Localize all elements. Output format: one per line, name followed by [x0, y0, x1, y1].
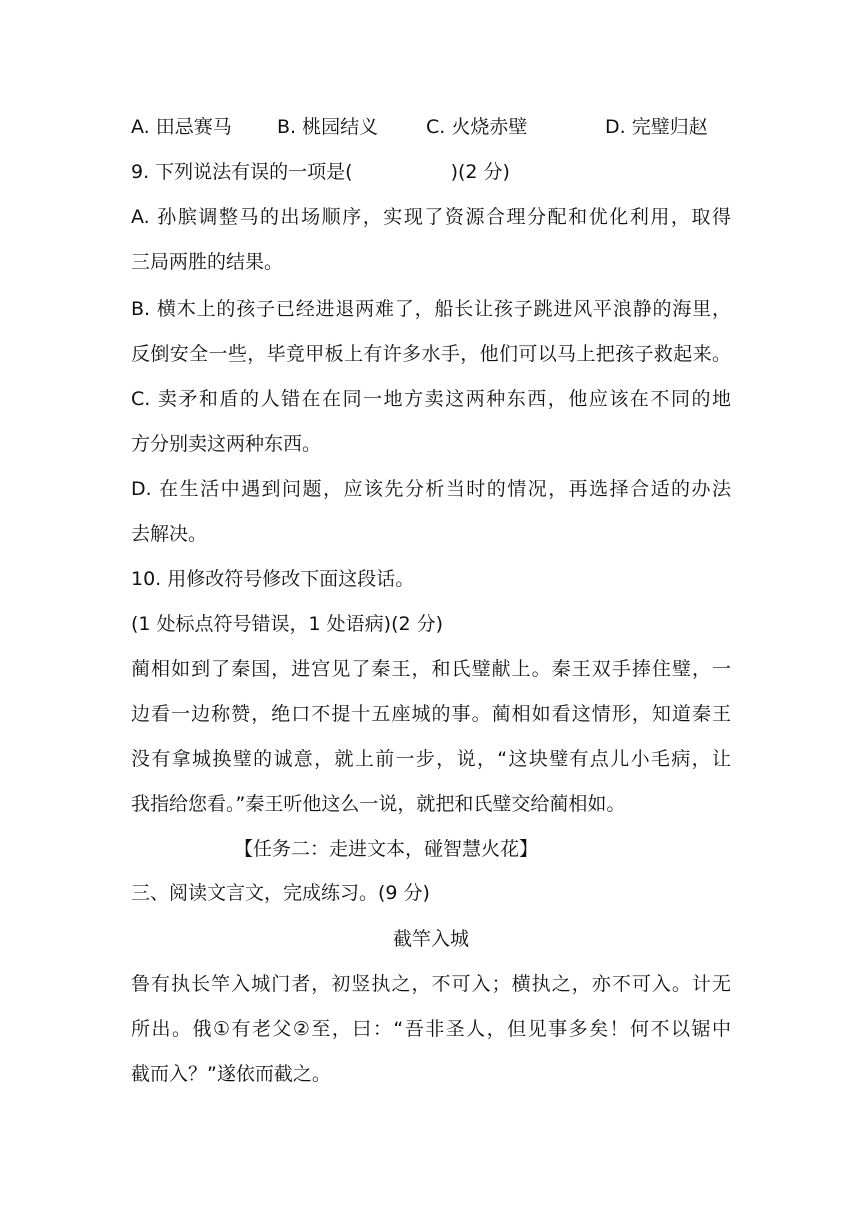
q8-option-d: D. 完璧归赵	[605, 116, 708, 138]
q9-option-a-line-1: A. 孙膑调整马的出场顺序，实现了资源合理分配和优化利用，取得	[131, 206, 731, 228]
q9-option-a-line-2: 三局两胜的结果。	[131, 251, 284, 273]
section3-heading: 三、阅读文言文，完成练习。(9 分)	[131, 882, 430, 904]
q9-stem-suffix: )(2 分)	[450, 161, 510, 183]
q10-passage-line-1: 蔺相如到了秦国，进宫见了秦王，和氏璧献上。秦王双手捧住璧，一	[131, 658, 731, 680]
q10-passage-line-2: 边看一边称赞，绝口不提十五座城的事。蔺相如看这情形，知道秦王	[131, 703, 731, 725]
section3-text-line-1: 鲁有执长竿入城门者，初竖执之，不可入；横执之，亦不可入。计无	[131, 973, 731, 995]
q9-option-c-line-1: C. 卖矛和盾的人错在在同一地方卖这两种东西，他应该在不同的地	[131, 388, 731, 410]
section3-text-line-2: 所出。俄①有老父②至，曰：“吾非圣人，但见事多矣！何不以锯中	[131, 1018, 731, 1040]
q9-stem	[131, 159, 731, 185]
q9-option-b-line-1: B. 横木上的孩子已经进退两难了，船长让孩子跳进风平浪静的海里，	[131, 298, 731, 320]
q9-stem-prefix: 9. 下列说法有误的一项是(	[131, 161, 353, 183]
section3-title: 截竿入城	[392, 928, 469, 950]
section3-text-line-3: 截而入？”遂依而截之。	[131, 1063, 331, 1085]
q9-option-d-line-2: 去解决。	[131, 523, 208, 545]
q10-note: (1 处标点符号错误，1 处语病)(2 分)	[131, 613, 444, 635]
task2-heading: 【任务二：走进文本，碰智慧火花】	[234, 838, 539, 860]
q9-option-c-line-2: 方分别卖这两种东西。	[131, 433, 322, 455]
q9-option-b-line-2: 反倒安全一些，毕竟甲板上有许多水手，他们可以马上把孩子救起来。	[131, 343, 731, 365]
q10-passage-line-3: 没有拿城换璧的诚意，就上前一步，说，“这块璧有点儿小毛病，让	[131, 748, 731, 770]
q10-passage-line-4: 我指给您看。”秦王听他这么一说，就把和氏璧交给蔺相如。	[131, 793, 626, 815]
q8-option-b: B. 桃园结义	[277, 116, 379, 138]
q10-stem: 10. 用修改符号修改下面这段话。	[131, 568, 415, 590]
q8-option-a: A. 田忌赛马	[131, 116, 232, 138]
q8-option-c: C. 火烧赤壁	[426, 116, 528, 138]
q9-option-d-line-1: D. 在生活中遇到问题，应该先分析当时的情况，再选择合适的办法	[131, 478, 731, 500]
